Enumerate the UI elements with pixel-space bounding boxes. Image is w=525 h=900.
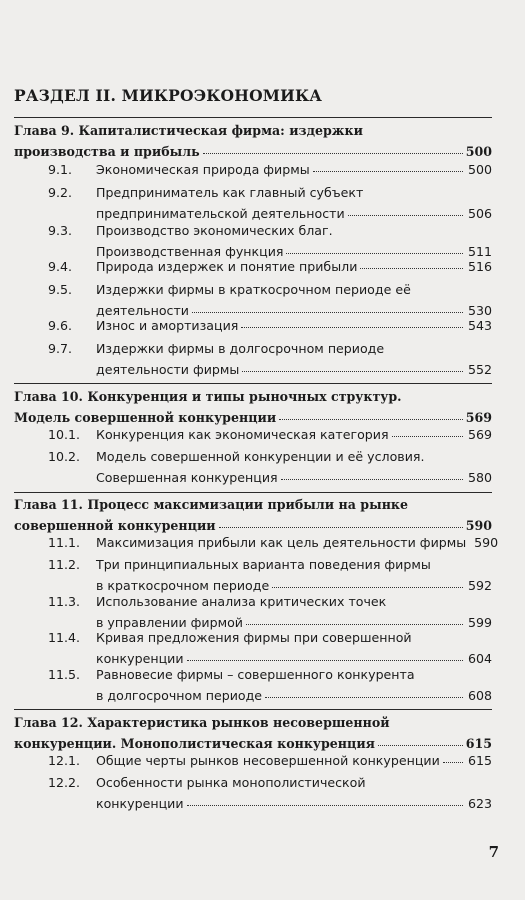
leader-dots: [392, 431, 463, 437]
entry-page: 580: [467, 470, 492, 485]
chapter-title-line: Глава 9. Капиталистическая фирма: издержки: [14, 123, 363, 138]
entry-title: деятельности: [96, 303, 189, 318]
entry-title: конкуренции: [96, 796, 184, 811]
entry-number: 9.2.: [48, 185, 73, 200]
entry-number: 9.3.: [48, 223, 73, 238]
chapter-divider: [14, 492, 492, 493]
leader-dots: [279, 414, 463, 420]
leader-dots: [219, 522, 463, 528]
entry-page: 500: [467, 162, 492, 177]
chapter-divider: [14, 709, 492, 710]
entry-title: Производственная функция: [96, 244, 284, 259]
chapter-title-line: Глава 11. Процесс максимизации прибыли на рынке: [14, 497, 409, 512]
entry-title: Модель совершенной конкуренции и её условия.: [96, 449, 425, 464]
toc-entry-11-5: [48, 664, 492, 706]
leader-dots: [187, 655, 463, 661]
entry-number: 11.5.: [48, 667, 81, 682]
chapter-title-line: Глава 10. Конкуренция и типы рыночных структур.: [14, 389, 402, 404]
entry-number: 11.4.: [48, 630, 81, 645]
entry-page: 623: [467, 796, 492, 811]
chapter-title-line: Глава 12. Характеристика рынков несовершенной: [14, 715, 390, 730]
entry-title: деятельности фирмы: [96, 362, 240, 377]
entry-page: 543: [467, 318, 492, 333]
toc-entry-11-1: [48, 532, 499, 553]
leader-dots: [313, 166, 463, 172]
toc-entry-9-1: [48, 159, 492, 180]
chapter-title-line: производства и прибыль: [14, 144, 200, 159]
entry-title: Издержки фирмы в долгосрочном периоде: [96, 341, 385, 356]
entry-title: Природа издержек и понятие прибыли: [96, 259, 358, 274]
chapter-page: 590: [465, 518, 492, 533]
entry-number: 10.2.: [48, 449, 81, 464]
toc-entry-12-1: [48, 750, 492, 771]
chapter-title-line: совершенной конкуренции: [14, 518, 216, 533]
entry-page: 569: [467, 427, 492, 442]
leader-dots: [241, 322, 463, 328]
chapter-12-heading: [14, 712, 492, 754]
entry-title: Общие черты рынков несовершенной конкуренции: [96, 753, 440, 768]
entry-page: 615: [467, 753, 492, 768]
entry-title: Износ и амортизация: [96, 318, 239, 333]
chapter-page: 569: [465, 410, 492, 425]
leader-dots: [203, 148, 463, 154]
chapter-divider: [14, 383, 492, 384]
entry-title: Издержки фирмы в краткосрочном периоде её: [96, 282, 411, 297]
entry-title: Предприниматель как главный субъект: [96, 185, 364, 200]
entry-number: 11.2.: [48, 557, 81, 572]
entry-page: 530: [467, 303, 492, 318]
chapter-11-heading: [14, 494, 492, 536]
entry-title: в краткосрочном периоде: [96, 578, 270, 593]
entry-number: 9.6.: [48, 318, 73, 333]
chapter-page: 500: [465, 144, 492, 159]
entry-number: 11.3.: [48, 594, 81, 609]
section-title: РАЗДЕЛ II. МИКРОЭКОНОМИКА: [14, 86, 323, 105]
entry-number: 9.4.: [48, 259, 73, 274]
entry-number: 9.7.: [48, 341, 73, 356]
entry-page: 599: [467, 615, 492, 630]
toc-entry-9-2: [48, 182, 492, 224]
toc-entry-10-2: [48, 446, 492, 488]
leader-dots: [281, 474, 463, 480]
toc-entry-9-7: [48, 338, 492, 380]
entry-title: Равновесие фирмы – совершенного конкурента: [96, 667, 415, 682]
chapter-10-heading: [14, 386, 492, 428]
entry-title: Максимизация прибыли как цель деятельности фирмы: [96, 535, 467, 550]
entry-number: 12.1.: [48, 753, 81, 768]
entry-title: в управлении фирмой: [96, 615, 243, 630]
leader-dots: [360, 263, 463, 269]
entry-title: Экономическая природа фирмы: [96, 162, 310, 177]
toc-entry-9-4: [48, 256, 492, 277]
leader-dots: [187, 800, 463, 806]
chapter-9-heading: [14, 120, 492, 162]
toc-entry-11-2: [48, 554, 492, 596]
toc-entry-10-1: [48, 424, 492, 445]
leader-dots: [272, 582, 463, 588]
leader-dots: [242, 366, 463, 372]
entry-page: 516: [467, 259, 492, 274]
leader-dots: [192, 307, 463, 313]
toc-entry-11-4: [48, 627, 492, 669]
entry-title: конкуренции: [96, 651, 184, 666]
entry-title: в долгосрочном периоде: [96, 688, 263, 703]
entry-title: Использование анализа критических точек: [96, 594, 387, 609]
page-number: 7: [488, 843, 499, 861]
entry-page: 592: [467, 578, 492, 593]
entry-title: предпринимательской деятельности: [96, 206, 345, 221]
entry-title: Конкуренция как экономическая категория: [96, 427, 389, 442]
entry-number: 11.1.: [48, 535, 81, 550]
entry-page: 608: [467, 688, 492, 703]
entry-page: 506: [467, 206, 492, 221]
entry-page: 552: [467, 362, 492, 377]
entry-number: 9.1.: [48, 162, 73, 177]
entry-title: Кривая предложения фирмы при совершенной: [96, 630, 412, 645]
chapter-title-line: Модель совершенной конкуренции: [14, 410, 277, 425]
leader-dots: [265, 692, 463, 698]
leader-dots: [348, 210, 463, 216]
entry-number: 10.1.: [48, 427, 81, 442]
leader-dots: [246, 619, 463, 625]
entry-page: 604: [467, 651, 492, 666]
entry-page: 511: [467, 244, 492, 259]
entry-page: 590: [474, 535, 499, 550]
entry-title: Совершенная конкуренция: [96, 470, 278, 485]
entry-title: Производство экономических благ.: [96, 223, 333, 238]
toc-entry-9-6: [48, 315, 492, 336]
entry-number: 9.5.: [48, 282, 73, 297]
chapter-divider: [14, 117, 492, 118]
leader-dots: [378, 740, 463, 746]
entry-title: Три принципиальных варианта поведения фирмы: [96, 557, 431, 572]
entry-number: 12.2.: [48, 775, 81, 790]
entry-title: Особенности рынка монополистической: [96, 775, 366, 790]
toc-entry-12-2: [48, 772, 492, 814]
leader-dots: [443, 757, 463, 763]
leader-dots: [286, 248, 463, 254]
chapter-title-line: конкуренции. Монополистическая конкуренция: [14, 736, 375, 751]
chapter-page: 615: [465, 736, 492, 751]
